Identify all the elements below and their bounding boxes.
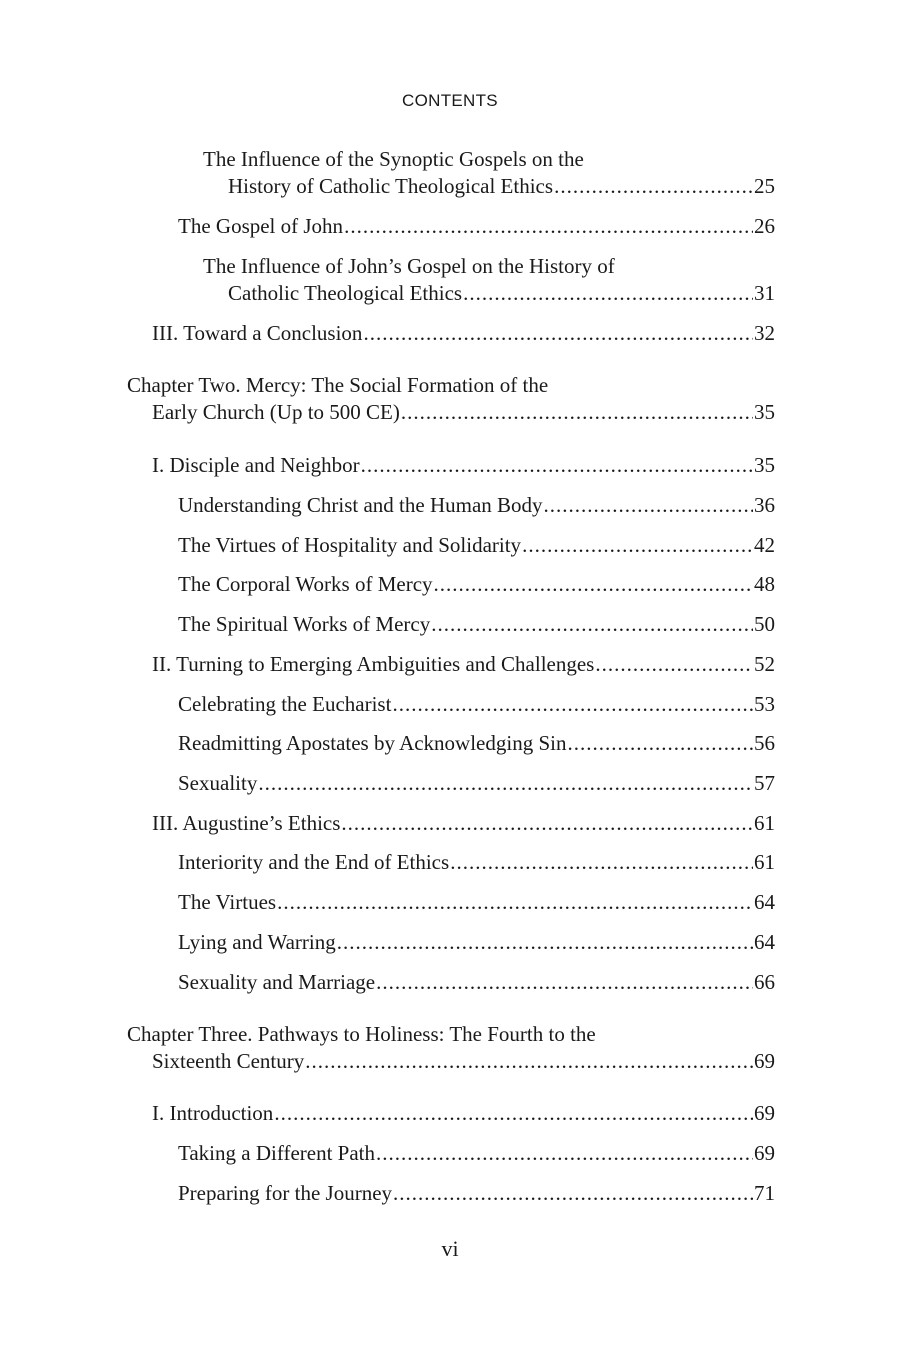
toc-page-number: 64	[754, 930, 775, 954]
toc-entry-label: The Virtues of Hospitality and Solidarity	[178, 533, 522, 557]
dot-leader	[450, 848, 753, 876]
toc-page-number: 32	[754, 321, 775, 345]
toc-entry[interactable]	[152, 650, 775, 678]
toc-entry-label: III. Augustine’s Ethics	[152, 811, 341, 835]
dot-leader	[341, 809, 753, 837]
dot-leader	[344, 212, 753, 240]
toc-page-number: 57	[754, 771, 775, 795]
toc-page-number: 56	[754, 731, 775, 755]
toc-entry-label: Preparing for the Journey	[178, 1181, 393, 1205]
toc-page-number: 50	[754, 612, 775, 636]
toc-page-number: 48	[754, 572, 775, 596]
toc-entry-label: Early Church (Up to 500 CE)	[152, 400, 400, 424]
toc-entry-label: The Gospel of John	[178, 214, 344, 238]
toc-entry[interactable]	[178, 888, 775, 916]
dot-leader	[361, 451, 753, 479]
dot-leader	[305, 1047, 753, 1075]
toc-entry[interactable]	[178, 1179, 775, 1207]
toc-page-number: 69	[754, 1101, 775, 1125]
toc-entry-line1: The Influence of the Synoptic Gospels on the	[203, 147, 584, 171]
toc-entry-label: Understanding Christ and the Human Body	[178, 493, 543, 517]
dot-leader	[393, 1179, 753, 1207]
toc-entry[interactable]	[178, 848, 775, 876]
toc-entry-label: History of Catholic Theological Ethics	[228, 174, 554, 198]
dot-leader	[363, 319, 753, 347]
chapter-title-line1: Chapter Three. Pathways to Holiness: The Fourth to the	[127, 1022, 596, 1046]
dot-leader	[554, 172, 753, 200]
page-number-folio: vi	[441, 1236, 459, 1261]
toc-entry[interactable]	[178, 570, 775, 598]
dot-leader	[337, 928, 753, 956]
dot-leader	[567, 729, 753, 757]
toc-entry[interactable]	[152, 1099, 775, 1127]
toc-page-number: 71	[754, 1181, 775, 1205]
toc-entry[interactable]	[228, 279, 775, 307]
toc-entry[interactable]	[178, 491, 775, 519]
toc-entry-label: I. Disciple and Neighbor	[152, 453, 360, 477]
toc-entry[interactable]	[178, 690, 775, 718]
toc-page-number: 53	[754, 692, 775, 716]
toc-page-number: 31	[754, 281, 775, 305]
toc-entry[interactable]	[178, 610, 775, 638]
toc-entry-line1: The Influence of John’s Gospel on the History of	[203, 254, 615, 278]
toc-entry-label: Interiority and the End of Ethics	[178, 850, 450, 874]
toc-page-number: 61	[754, 850, 775, 874]
toc-entry-label: I. Introduction	[152, 1101, 274, 1125]
toc-entry[interactable]	[228, 172, 775, 200]
toc-page-number: 35	[754, 453, 775, 477]
dot-leader	[401, 398, 753, 426]
toc-entry[interactable]	[152, 451, 775, 479]
toc-entry-label: Catholic Theological Ethics	[228, 281, 463, 305]
toc-entry[interactable]	[178, 729, 775, 757]
toc-page-number: 69	[754, 1049, 775, 1073]
toc-page-number: 42	[754, 533, 775, 557]
toc-entry-chapter[interactable]	[152, 1047, 775, 1075]
running-head: CONTENTS	[402, 91, 498, 110]
toc-entry-label: Lying and Warring	[178, 930, 336, 954]
dot-leader	[277, 888, 753, 916]
toc-entry-label: II. Turning to Emerging Ambiguities and Challenges	[152, 652, 595, 676]
toc-entry-chapter[interactable]	[152, 398, 775, 426]
dot-leader	[595, 650, 753, 678]
toc-entry[interactable]	[152, 809, 775, 837]
dot-leader	[463, 279, 753, 307]
dot-leader	[392, 690, 753, 718]
toc-entry[interactable]	[178, 968, 775, 996]
toc-entry-label: The Virtues	[178, 890, 277, 914]
dot-leader	[376, 1139, 753, 1167]
toc-entry[interactable]	[178, 928, 775, 956]
toc-page-number: 66	[754, 970, 775, 994]
toc-page-number: 64	[754, 890, 775, 914]
toc-entry-label: The Corporal Works of Mercy	[178, 572, 433, 596]
dot-leader	[376, 968, 753, 996]
dot-leader	[431, 610, 753, 638]
toc-entry-label: III. Toward a Conclusion	[152, 321, 363, 345]
toc-entry[interactable]	[152, 319, 775, 347]
toc-entry-label: Sexuality and Marriage	[178, 970, 376, 994]
toc-entry[interactable]	[178, 769, 775, 797]
dot-leader	[522, 531, 753, 559]
toc-entry[interactable]	[178, 212, 775, 240]
toc-entry-label: Taking a Different Path	[178, 1141, 375, 1165]
toc-page-number: 36	[754, 493, 775, 517]
dot-leader	[274, 1099, 753, 1127]
toc-entry-label: Sexuality	[178, 771, 258, 795]
toc-page-number: 52	[754, 652, 775, 676]
toc-entry-label: Readmitting Apostates by Acknowledging Sin	[178, 731, 567, 755]
chapter-title-line1: Chapter Two. Mercy: The Social Formation of the	[127, 373, 549, 397]
dot-leader	[434, 570, 753, 598]
dot-leader	[544, 491, 753, 519]
toc-entry-label: Sixteenth Century	[152, 1049, 305, 1073]
toc-page-number: 35	[754, 400, 775, 424]
toc-entry[interactable]	[178, 1139, 775, 1167]
toc-entry-label: The Spiritual Works of Mercy	[178, 612, 431, 636]
dot-leader	[258, 769, 753, 797]
toc-page-number: 25	[754, 174, 775, 198]
toc-page-number: 69	[754, 1141, 775, 1165]
toc-page-number: 61	[754, 811, 775, 835]
toc-page-number: 26	[754, 214, 775, 238]
toc-entry[interactable]	[178, 531, 775, 559]
toc-entry-label: Celebrating the Eucharist	[178, 692, 392, 716]
